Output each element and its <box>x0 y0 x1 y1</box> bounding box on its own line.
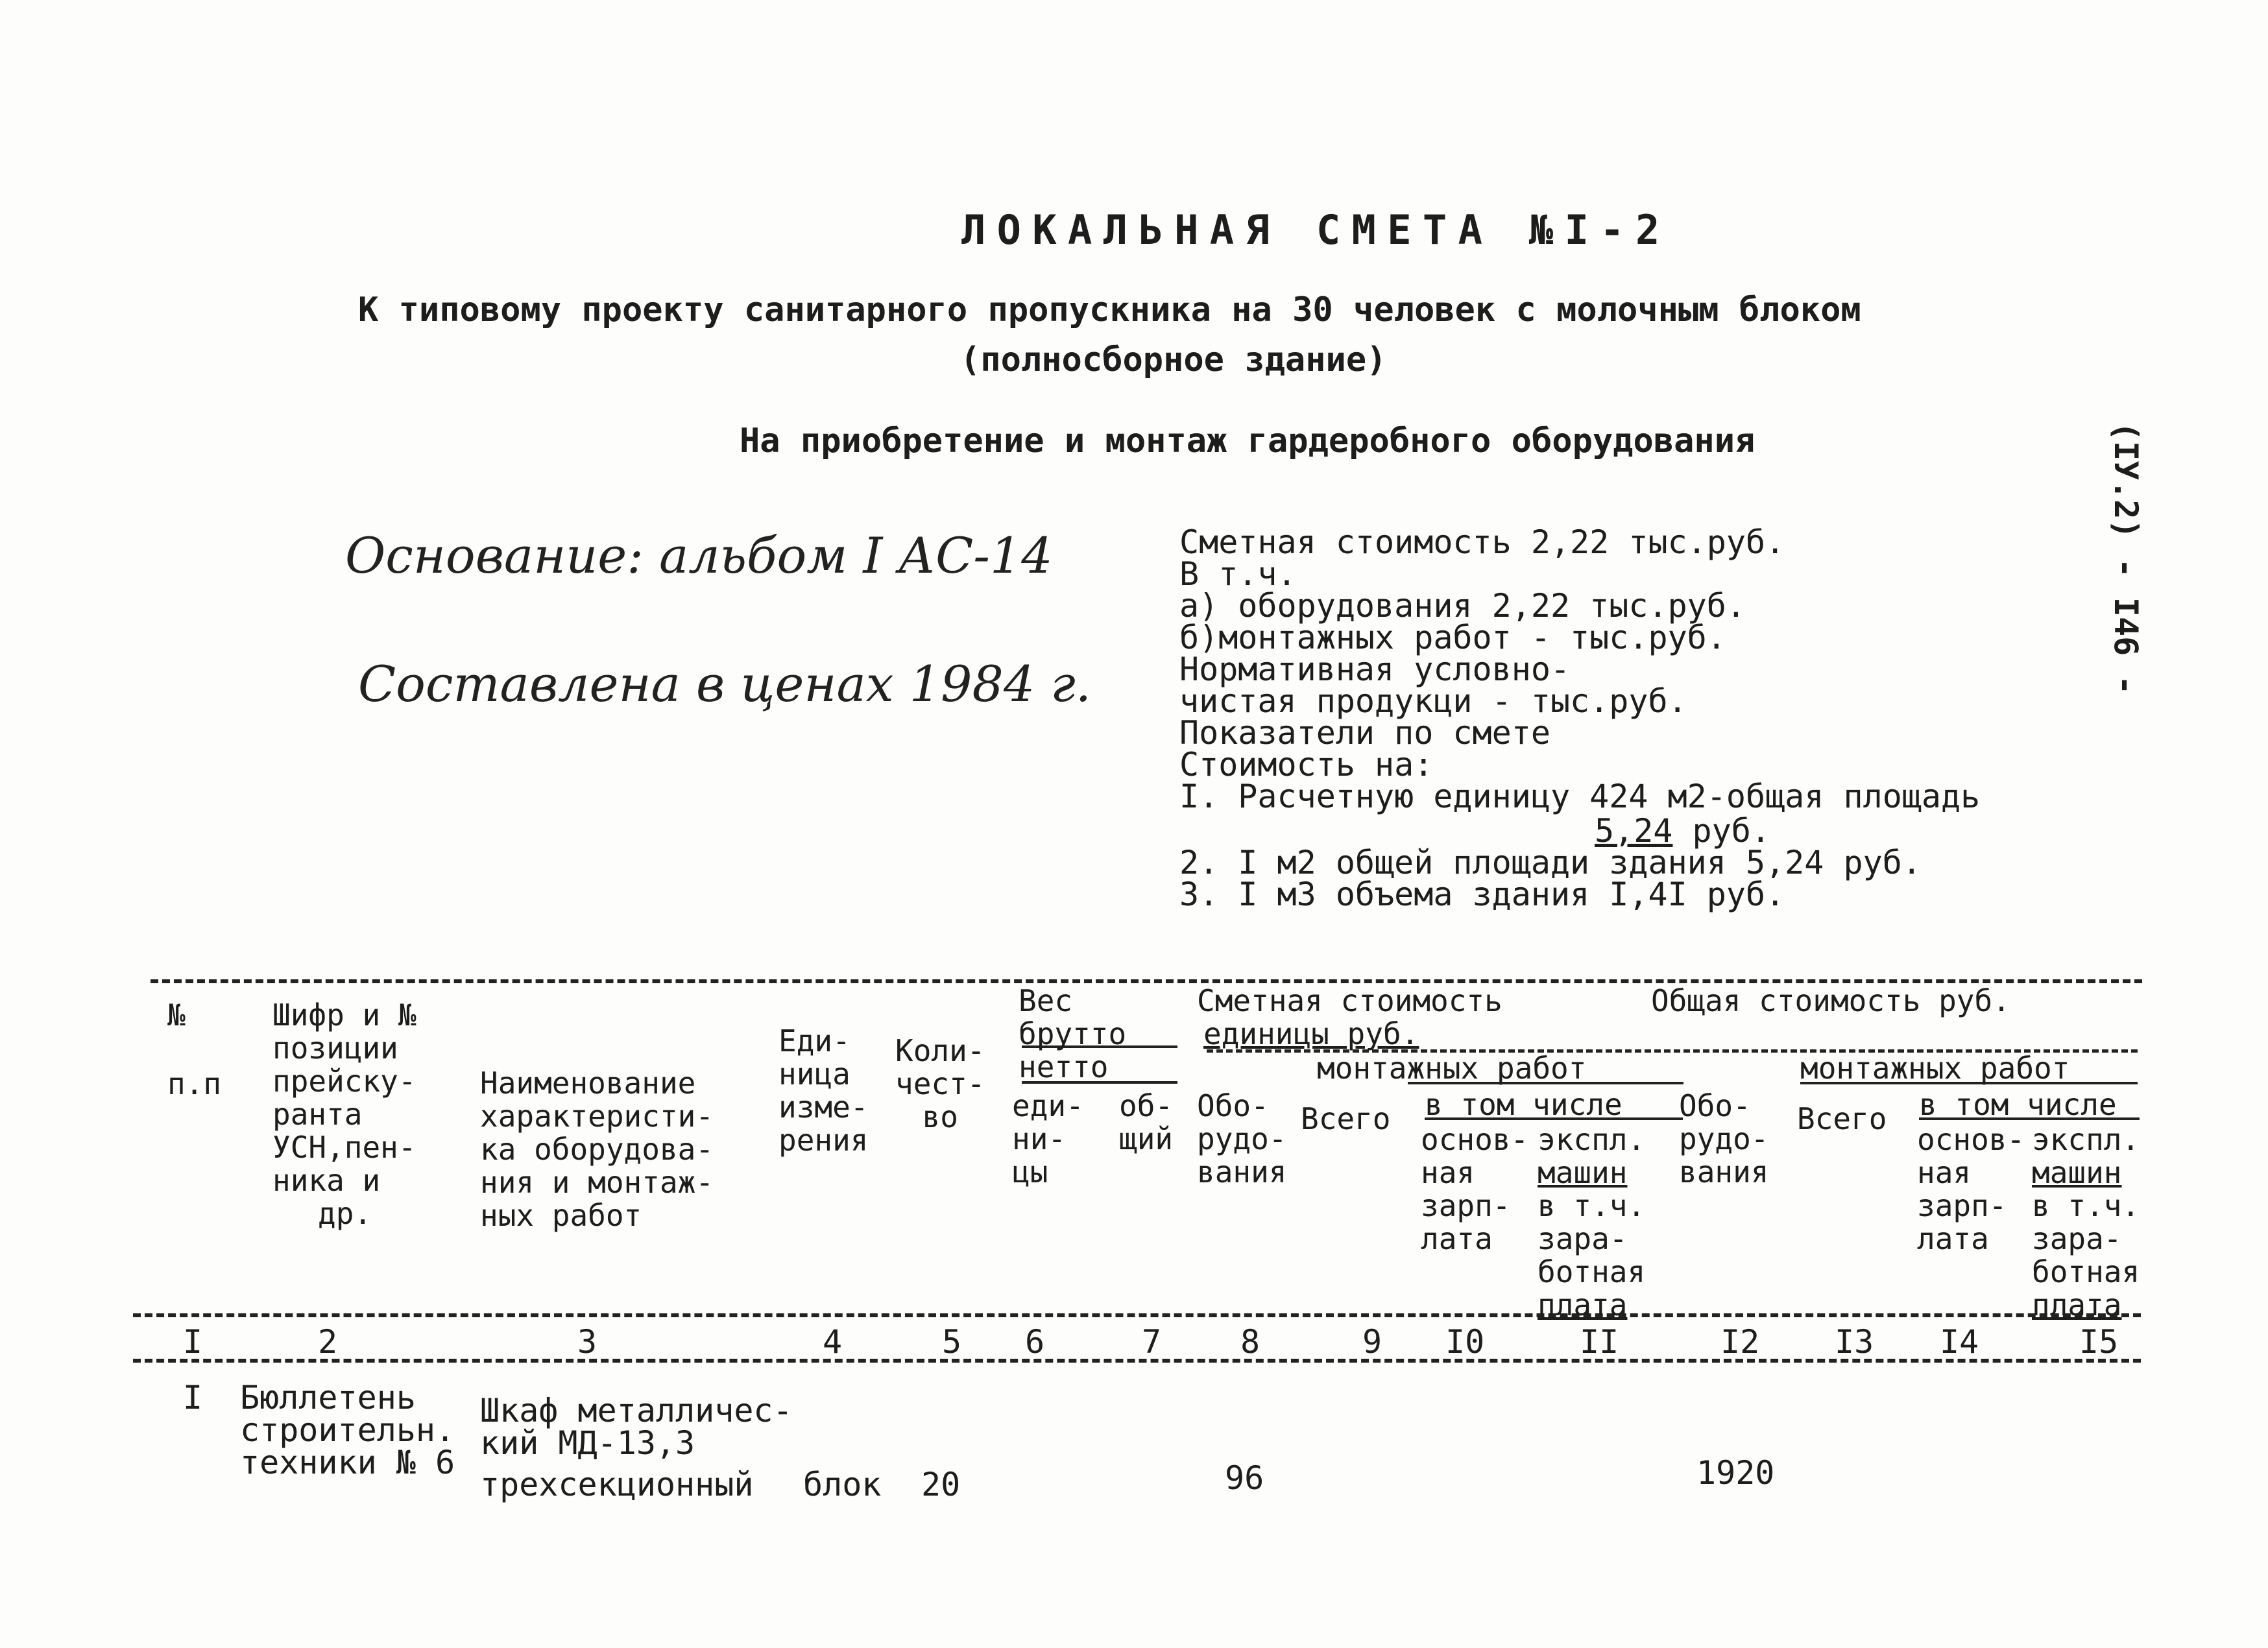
estimate-purpose: На приобретение и монтаж гардеробного оборудования <box>740 422 1755 460</box>
col-header-unit-machines: экспл. машин в т.ч. зара- ботная плата <box>1538 1122 1646 1322</box>
summary-line: б)монтажных работ - тыс.руб. <box>1179 619 1726 656</box>
col-header-unit-total: Всего <box>1301 1101 1391 1136</box>
col-header-total-total: Всего <box>1797 1101 1887 1136</box>
column-number: I3 <box>1835 1323 1874 1361</box>
estimate-title: ЛОКАЛЬНАЯ СМЕТА №I-2 <box>961 206 1671 254</box>
summary-line: I. Расчетную единицу 424 м2-общая площадь <box>1179 778 1981 815</box>
column-number: II <box>1580 1323 1619 1361</box>
side-page-marker: (IУ.2) - I46 - <box>2107 422 2145 695</box>
unit-cost-currency: руб. <box>1672 812 1770 850</box>
unit-cost-line <box>1179 812 1980 850</box>
col-header-total-salary: основ- ная зарп- лата <box>1917 1122 2025 1256</box>
column-number: 3 <box>577 1323 597 1361</box>
col-header-total-machines: экспл. машин в т.ч. зара- ботная плата <box>2032 1122 2140 1322</box>
col-header-unit-equipment: Обо- рудо- вания <box>1197 1088 1287 1189</box>
column-number: 2 <box>318 1323 338 1361</box>
unit-cost-value: 5,24 <box>1595 812 1673 850</box>
summary-line: 3. I м3 объема здания I,4I руб. <box>1179 876 1785 913</box>
table-header-bottom-rule <box>133 1313 2141 1317</box>
summary-line: Нормативная условно- <box>1179 651 1571 688</box>
col-header-unit: Еди- ница изме- рения <box>778 1023 869 1158</box>
row-name: Шкаф металличес- кий МД-13,3 трехсекционный <box>480 1392 793 1503</box>
col-header-number: № п.п <box>167 997 222 1101</box>
col-header-total-incl: в том числе <box>1919 1087 2117 1122</box>
summary-line: 2. I м2 общей площади здания 5,24 руб. <box>1179 844 1922 881</box>
column-number: 8 <box>1240 1323 1261 1361</box>
cost-summary <box>1179 523 1981 913</box>
col-header-unit-cost: Сметная стоимость единицы руб. <box>1197 983 1502 1051</box>
handwritten-price-level: Составлена в ценах 1984 г. <box>358 655 1091 713</box>
column-number: 9 <box>1362 1323 1382 1361</box>
summary-line: Сметная стоимость 2,22 тыс.руб. <box>1179 523 1785 561</box>
column-number: 4 <box>823 1323 843 1361</box>
project-subtitle-2: (полносборное здание) <box>960 340 1387 379</box>
col-header-total-equipment: Обо- рудо- вания <box>1679 1088 1769 1189</box>
column-number: 6 <box>1025 1323 1045 1361</box>
column-number: I5 <box>2079 1323 2119 1361</box>
col-header-name: Наименование характеристи- ка оборудова- ния и монтаж- ных работ <box>480 1066 714 1233</box>
table-row <box>0 1368 2268 1518</box>
summary-line: а) оборудования 2,22 тыс.руб. <box>1179 587 1746 625</box>
row-unit: блок <box>803 1466 882 1503</box>
col-header-code: Шифр и № позиции прейску- ранта УСН,пен- ника и др. <box>272 997 416 1231</box>
col-header-weight: Вес брутто нетто <box>1019 983 1127 1084</box>
row-quantity: 20 <box>921 1466 961 1503</box>
project-subtitle: К типовому проекту санитарного пропускника на 30 человек с молочным блоком <box>358 291 1861 329</box>
row-code: Бюллетень строительн. техники № 6 <box>240 1379 455 1481</box>
summary-line: В т.ч. <box>1179 555 1297 593</box>
column-number: I4 <box>1940 1323 1979 1361</box>
column-number: I2 <box>1720 1323 1760 1361</box>
column-number: 5 <box>942 1323 962 1361</box>
col-header-total-mont: монтажных работ <box>1800 1051 2070 1086</box>
handwritten-basis: Основание: альбом I АС-14 <box>345 527 1053 584</box>
summary-line: Показатели по смете <box>1179 714 1550 752</box>
row-number: I <box>183 1379 203 1416</box>
row-total-equipment-cost: 1920 <box>1696 1454 1775 1492</box>
row-unit-equipment-cost: 96 <box>1225 1459 1264 1497</box>
col-header-weight-unit: еди- ни- цы <box>1012 1088 1084 1189</box>
col-header-unit-mont: монтажных работ <box>1317 1051 1587 1086</box>
col-header-total-cost: Общая стоимость руб. <box>1651 983 2010 1018</box>
summary-line: чистая продукци - тыс.руб. <box>1179 682 1687 720</box>
col-header-quantity: Коли- чест- во <box>895 1033 985 1134</box>
column-number: I <box>183 1323 203 1361</box>
col-header-unit-salary: основ- ная зарп- лата <box>1421 1122 1529 1256</box>
column-number: I0 <box>1445 1323 1485 1361</box>
col-header-unit-incl: в том числе <box>1425 1087 1623 1122</box>
column-number: 7 <box>1142 1323 1162 1361</box>
summary-line: Стоимость на: <box>1179 746 1434 783</box>
col-header-weight-total: об- щий <box>1119 1088 1174 1156</box>
